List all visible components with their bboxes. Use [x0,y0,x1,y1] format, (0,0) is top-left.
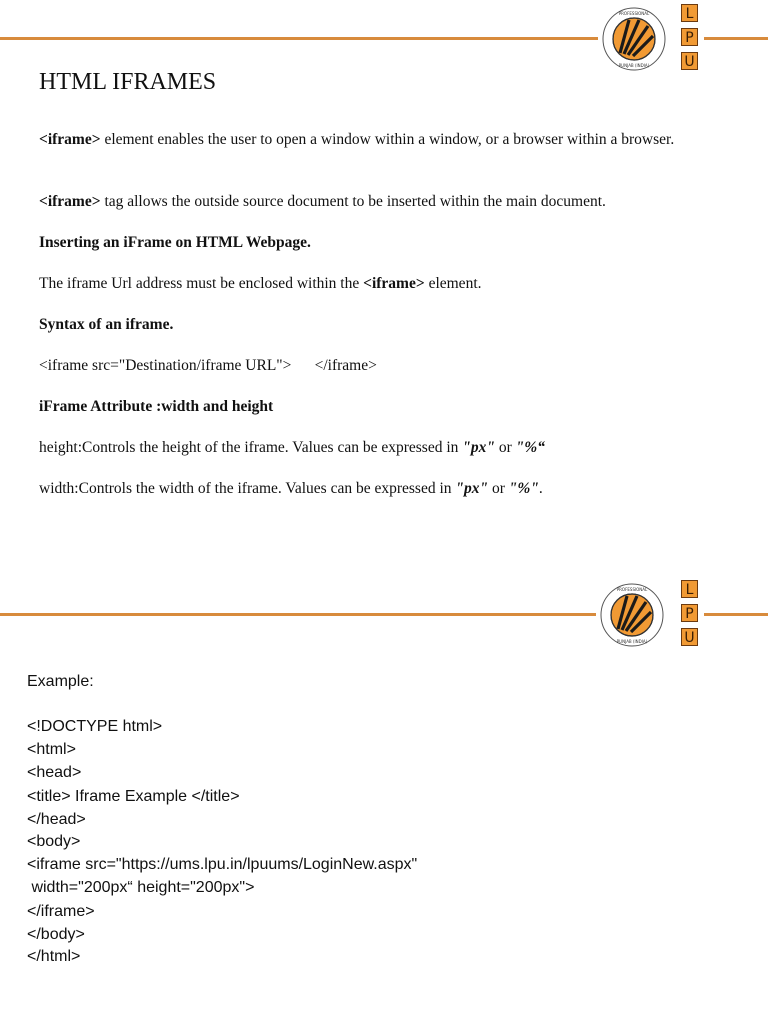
example-label: Example: [27,673,94,690]
logo-letter-l: L [681,4,698,22]
paragraph-url [39,274,699,294]
code-line: </body> [27,926,85,943]
percent-unit: "%“ [515,439,545,456]
iframe-tag-bold: <iframe> [363,275,425,292]
paragraph-text: tag allows the outside source document to be inserted within the main document. [100,193,606,210]
percent-unit: "%" [508,480,539,497]
code-line: <iframe src="https://ums.lpu.in/lpuums/LoginNew.aspx" [27,856,418,873]
heading-text: Syntax of an iframe. [39,316,174,333]
px-unit: "px" [462,439,495,456]
logo-letter-u: U [681,628,698,646]
logo-letter-u: U [681,52,698,70]
heading-text: iFrame Attribute :width and height [39,398,274,415]
code-line: <!DOCTYPE html> [27,718,163,735]
code-line: <html> [27,741,76,758]
code-line: <head> [27,764,82,781]
page-title: HTML IFRAMES [39,69,217,95]
lpu-seal-logo [600,583,664,647]
svg-text:PUNJAB (INDIA): PUNJAB (INDIA) [616,639,648,644]
lpu-seal-logo [602,7,666,71]
heading-text: Inserting an iFrame on HTML Webpage. [39,234,311,251]
logo-letter-p: P [681,604,698,622]
or-text: or [495,439,516,456]
code-line: <body> [27,833,81,850]
header-rule-right [704,37,768,40]
code-line: </html> [27,948,81,965]
period: . [538,480,543,497]
slide-2 [0,575,768,1024]
iframe-tag-bold: <iframe> [39,131,101,148]
heading-inserting [39,233,699,253]
heading-syntax [39,315,699,335]
heading-attribute [39,397,699,417]
paragraph-width [39,479,699,499]
paragraph-text: element. [424,275,482,292]
header-rule-right [704,613,768,616]
paragraph-height [39,438,699,458]
logo-letter-l: L [681,580,698,598]
paragraph-iframe-element [39,130,699,150]
svg-text:PUNJAB (INDIA): PUNJAB (INDIA) [618,63,650,68]
paragraph-text: The iframe Url address must be enclosed within the [39,275,364,292]
code-line: </head> [27,811,86,828]
svg-text:PROFESSIONAL: PROFESSIONAL [616,587,648,592]
header-rule-left [0,37,598,40]
header-rule-left [0,613,596,616]
px-unit: "px" [455,480,489,497]
paragraph-iframe-tag [39,192,699,212]
syntax-line: <iframe src="Destination/iframe URL"> </iframe> [39,357,377,374]
paragraph-text: width:Controls the width of the iframe. Values can be expressed in [39,480,456,497]
code-line: </iframe> [27,903,95,920]
paragraph-text: height:Controls the height of the iframe. Values can be expressed in [39,439,463,456]
svg-text:PROFESSIONAL: PROFESSIONAL [618,11,650,16]
or-text: or [488,480,509,497]
iframe-tag-bold: <iframe> [39,193,101,210]
paragraph-text: element enables the user to open a window within a window, or a browser within a browser. [100,131,675,148]
code-line: width="200px“ height="200px"> [27,879,255,896]
code-line: <title> Iframe Example </title> [27,788,240,805]
logo-letter-p: P [681,28,698,46]
